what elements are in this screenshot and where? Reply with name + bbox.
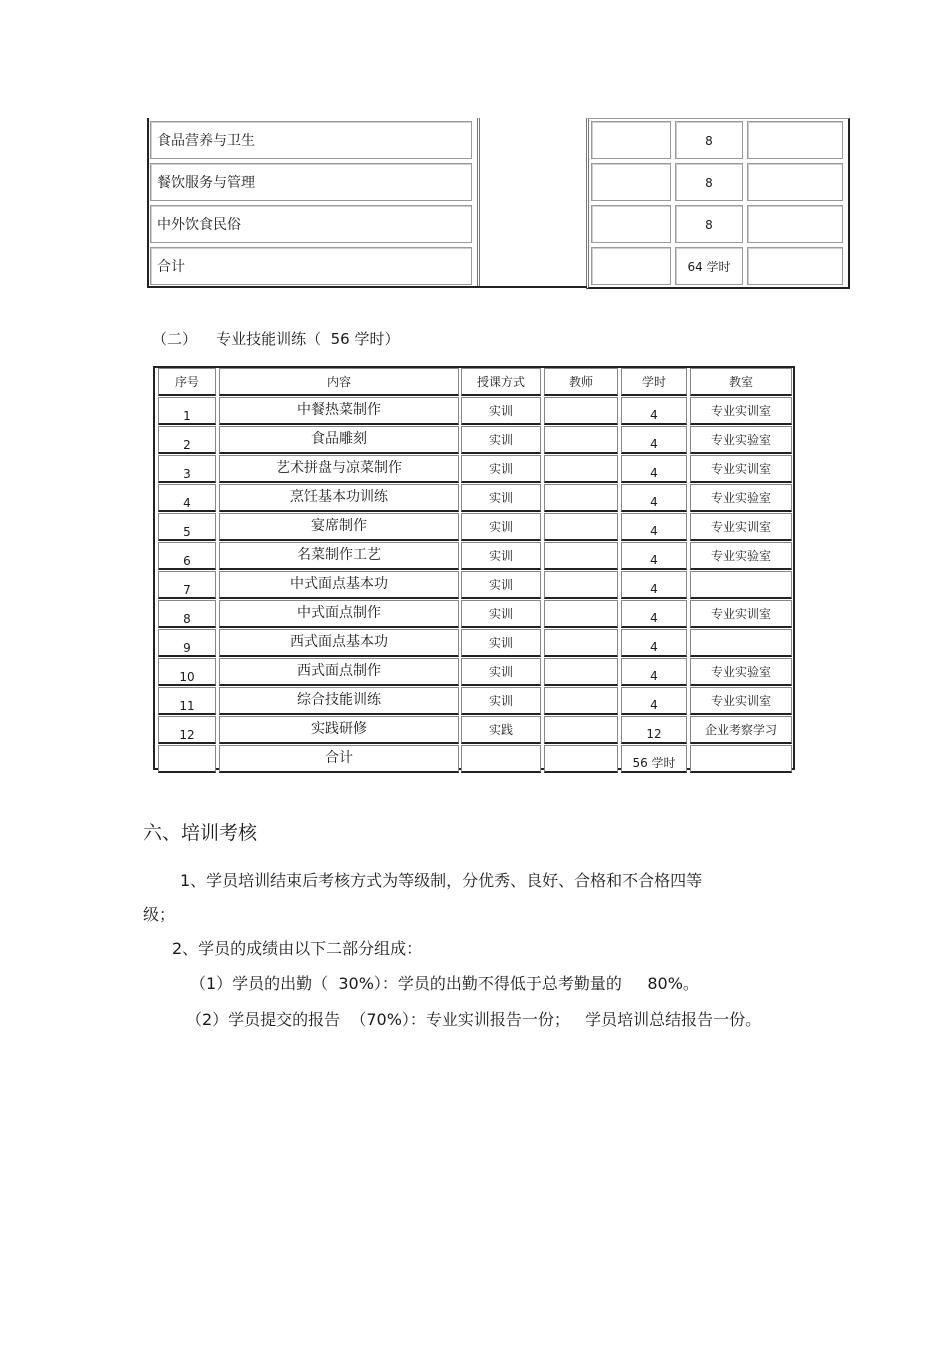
row-cell-room: 专业实验室 [690, 658, 792, 686]
row-cell-hours: 4 [621, 600, 687, 628]
header-method: 授课方式 [461, 368, 541, 396]
row-cell-content: 烹饪基本功训练 [219, 484, 459, 512]
row-cell-room: 专业实验室 [690, 484, 792, 512]
row-cell-content: 综合技能训练 [219, 687, 459, 715]
row-cell-teacher [544, 629, 618, 657]
table1-empty-cell [747, 205, 843, 243]
row-cell-index: 3 [158, 455, 216, 483]
row-cell-teacher [544, 542, 618, 570]
row-cell-teacher [544, 687, 618, 715]
row-cell-teacher [544, 426, 618, 454]
table1-row-name: 食品营养与卫生 [150, 121, 472, 159]
table1-row-hours: 8 [675, 163, 743, 201]
row-cell-room: 专业实训室 [690, 687, 792, 715]
total-cell-hours: 56 学时 [621, 745, 687, 773]
row-cell-room: 专业实验室 [690, 426, 792, 454]
row-cell-room: 专业实训室 [690, 600, 792, 628]
paragraph-assessment-method-cont: 级； [143, 905, 176, 924]
row-cell-method: 实训 [461, 687, 541, 715]
paragraph-report: （2）学员提交的报告 （70%）：专业实训报告一份； 学员培训总结报告一份。 [186, 1010, 762, 1029]
row-cell-index: 9 [158, 629, 216, 657]
row-cell-room [690, 629, 792, 657]
row-cell-content: 艺术拼盘与凉菜制作 [219, 455, 459, 483]
row-cell-hours: 4 [621, 571, 687, 599]
row-cell-teacher [544, 658, 618, 686]
row-cell-index: 6 [158, 542, 216, 570]
total-cell-room [690, 745, 792, 773]
row-cell-method: 实践 [461, 716, 541, 744]
row-cell-room [690, 571, 792, 599]
row-cell-index: 8 [158, 600, 216, 628]
row-cell-index: 12 [158, 716, 216, 744]
row-cell-index: 5 [158, 513, 216, 541]
row-cell-hours: 4 [621, 658, 687, 686]
row-cell-index: 7 [158, 571, 216, 599]
row-cell-room: 专业实验室 [690, 542, 792, 570]
row-cell-index: 11 [158, 687, 216, 715]
row-cell-room: 企业考察学习 [690, 716, 792, 744]
table1-total-hours: 64 学时 [675, 247, 743, 285]
header-hours: 学时 [621, 368, 687, 396]
row-cell-room: 专业实训室 [690, 397, 792, 425]
row-cell-hours: 12 [621, 716, 687, 744]
table1-empty-cell [747, 121, 843, 159]
row-cell-method: 实训 [461, 600, 541, 628]
header-content: 内容 [219, 368, 459, 396]
row-cell-content: 西式面点基本功 [219, 629, 459, 657]
total-cell-content: 合计 [219, 745, 459, 773]
section-heading-skill-training: （二） 专业技能训练（ 56 学时） [152, 330, 400, 348]
row-cell-index: 10 [158, 658, 216, 686]
row-cell-hours: 4 [621, 513, 687, 541]
table1-empty-cell [747, 163, 843, 201]
row-cell-index: 2 [158, 426, 216, 454]
row-cell-method: 实训 [461, 397, 541, 425]
row-cell-room: 专业实训室 [690, 513, 792, 541]
row-cell-hours: 4 [621, 542, 687, 570]
row-cell-method: 实训 [461, 658, 541, 686]
table1-row-hours: 8 [675, 205, 743, 243]
row-cell-hours: 4 [621, 687, 687, 715]
row-cell-method: 实训 [461, 513, 541, 541]
row-cell-method: 实训 [461, 455, 541, 483]
row-cell-method: 实训 [461, 571, 541, 599]
table1-empty-cell [591, 121, 671, 159]
row-cell-hours: 4 [621, 397, 687, 425]
header-room: 教室 [690, 368, 792, 396]
row-cell-teacher [544, 600, 618, 628]
row-cell-teacher [544, 716, 618, 744]
row-cell-content: 名菜制作工艺 [219, 542, 459, 570]
row-cell-teacher [544, 571, 618, 599]
table1-row-name: 中外饮食民俗 [150, 205, 472, 243]
row-cell-method: 实训 [461, 484, 541, 512]
row-cell-method: 实训 [461, 629, 541, 657]
section-heading-assessment: 六、培训考核 [143, 822, 258, 844]
table1-bottom-line [475, 286, 587, 288]
row-cell-hours: 4 [621, 484, 687, 512]
table1-empty-cell [747, 247, 843, 285]
row-cell-content: 宴席制作 [219, 513, 459, 541]
header-no: 序号 [158, 368, 216, 396]
paragraph-attendance: （1）学员的出勤（ 30%）：学员的出勤不得低于总考勤量的 80%。 [190, 974, 699, 993]
row-cell-room: 专业实训室 [690, 455, 792, 483]
table1-empty-cell [591, 247, 671, 285]
row-cell-index: 4 [158, 484, 216, 512]
table1-row-name: 餐饮服务与管理 [150, 163, 472, 201]
row-cell-content: 食品雕刻 [219, 426, 459, 454]
skill-training-table [153, 366, 795, 770]
row-cell-teacher [544, 484, 618, 512]
row-cell-index: 1 [158, 397, 216, 425]
row-cell-method: 实训 [461, 542, 541, 570]
table1-row-hours: 8 [675, 121, 743, 159]
row-cell-content: 中式面点制作 [219, 600, 459, 628]
curriculum-table-continued [147, 118, 847, 288]
total-cell-index [158, 745, 216, 773]
row-cell-hours: 4 [621, 426, 687, 454]
paragraph-score-composition: 2、学员的成绩由以下二部分组成： [172, 939, 423, 958]
row-cell-hours: 4 [621, 455, 687, 483]
row-cell-teacher [544, 397, 618, 425]
row-cell-content: 中餐热菜制作 [219, 397, 459, 425]
header-teacher: 教师 [544, 368, 618, 396]
paragraph-assessment-method: 1、学员培训结束后考核方式为等级制，分优秀、良好、合格和不合格四等 [180, 871, 703, 890]
row-cell-method: 实训 [461, 426, 541, 454]
row-cell-content: 中式面点基本功 [219, 571, 459, 599]
row-cell-hours: 4 [621, 629, 687, 657]
row-cell-content: 西式面点制作 [219, 658, 459, 686]
table1-empty-cell [591, 163, 671, 201]
table1-empty-cell [591, 205, 671, 243]
table1-total-label: 合计 [150, 247, 472, 285]
row-cell-teacher [544, 513, 618, 541]
total-cell-method [461, 745, 541, 773]
total-cell-teacher [544, 745, 618, 773]
row-cell-content: 实践研修 [219, 716, 459, 744]
row-cell-teacher [544, 455, 618, 483]
